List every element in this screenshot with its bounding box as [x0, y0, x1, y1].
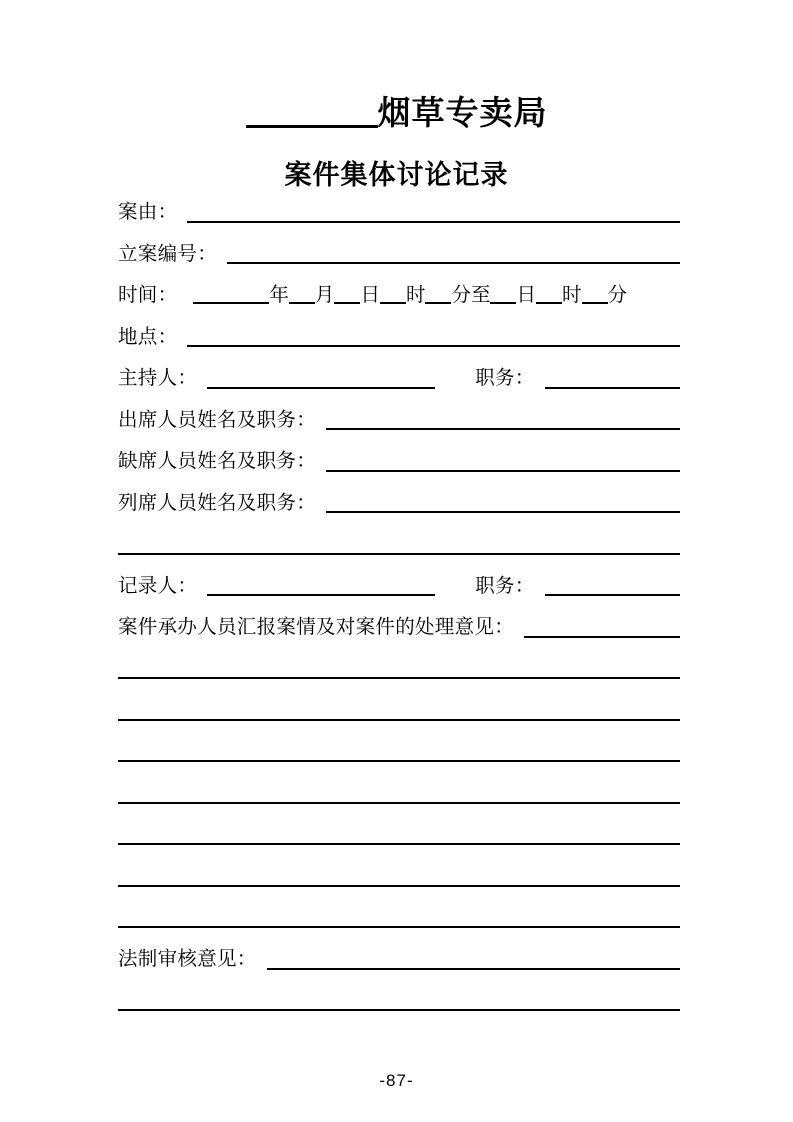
attendees-label: 出席人员姓名及职务：	[118, 409, 317, 431]
observers-continuation-row	[118, 519, 680, 561]
blank-line-row	[118, 893, 680, 935]
time-unit-hour: 时	[405, 285, 426, 306]
recorder-row	[118, 561, 680, 603]
time-day-blank-line	[334, 302, 360, 304]
host-input-line	[207, 387, 435, 389]
host-duty-label: 职务：	[475, 368, 535, 389]
legal-review-label: 法制审核意见：	[118, 949, 257, 970]
host-row	[118, 353, 680, 395]
attendees-input-line	[326, 428, 680, 430]
recorder-label: 记录人：	[118, 575, 198, 597]
page-number: -87-	[379, 1071, 414, 1090]
time-unit-end-day: 日	[516, 285, 536, 306]
blank-line-row	[118, 685, 680, 727]
form-body	[118, 187, 680, 1017]
case-reason-label: 案由：	[118, 202, 178, 223]
time-unit-day: 日	[360, 285, 380, 306]
blank-line-row	[118, 768, 680, 810]
time-end-hour-blank-line	[536, 302, 562, 304]
time-hour-blank-line	[380, 302, 406, 304]
legal-review-row	[118, 934, 680, 976]
time-minute-blank-line	[425, 302, 451, 304]
location-input-line	[187, 345, 680, 347]
time-unit-month: 月	[314, 285, 335, 306]
time-end-day-blank-line	[490, 302, 516, 304]
location-row	[118, 312, 680, 354]
time-label: 时间：	[118, 285, 178, 306]
page-title	[0, 94, 793, 134]
time-unit-year: 年	[269, 285, 289, 306]
absentees-label: 缺席人员姓名及职务：	[118, 451, 317, 472]
writing-line-7	[118, 926, 680, 928]
absentees-input-line	[326, 470, 680, 472]
observers-row	[118, 478, 680, 520]
writing-line-6	[118, 885, 680, 887]
case-number-label: 立案编号：	[118, 243, 218, 265]
handler-opinion-label: 案件承办人员汇报案情及对案件的处理意见：	[118, 617, 515, 638]
recorder-duty-input-line	[545, 594, 680, 596]
writing-line-3	[118, 760, 680, 762]
writing-line-4	[118, 802, 680, 804]
time-end-minute-blank-line	[582, 302, 608, 304]
observers-label: 列席人员姓名及职务：	[118, 492, 317, 514]
recorder-duty-label: 职务：	[475, 575, 535, 597]
recorder-input-line	[207, 594, 435, 596]
observers-input-line	[326, 511, 680, 513]
writing-line-5	[118, 843, 680, 845]
writing-line-1	[118, 677, 680, 679]
legal-review-input-line	[267, 968, 680, 970]
case-reason-row	[118, 187, 680, 229]
legal-review-continuation-row	[118, 976, 680, 1018]
time-month-blank-line	[289, 302, 315, 304]
observers-continuation-line	[118, 553, 680, 555]
legal-review-continuation-line	[118, 1009, 680, 1011]
host-duty-input-line	[545, 387, 680, 389]
time-unit-end-minute: 分	[607, 285, 628, 306]
absentees-row	[118, 436, 680, 478]
case-number-row	[118, 229, 680, 271]
attendees-row	[118, 395, 680, 437]
time-row	[118, 270, 680, 312]
time-segments	[177, 286, 627, 306]
org-name-blank-line	[246, 125, 378, 128]
handler-opinion-input-line	[524, 636, 680, 638]
blank-line-row	[118, 810, 680, 852]
blank-line-row	[118, 851, 680, 893]
blank-line-row	[118, 727, 680, 769]
time-year-blank-line	[193, 302, 269, 304]
writing-line-2	[118, 719, 680, 721]
time-unit-end-hour: 时	[562, 285, 582, 306]
host-label: 主持人：	[118, 368, 198, 389]
org-suffix-text: 烟草专卖局	[377, 96, 548, 132]
blank-line-row	[118, 644, 680, 686]
case-reason-input-line	[187, 221, 680, 223]
location-label: 地点：	[118, 326, 178, 348]
time-unit-minute-to: 分至	[451, 285, 491, 306]
handler-opinion-row	[118, 602, 680, 644]
case-number-input-line	[227, 262, 680, 264]
document-subtitle: 案件集体讨论记录	[284, 160, 509, 190]
